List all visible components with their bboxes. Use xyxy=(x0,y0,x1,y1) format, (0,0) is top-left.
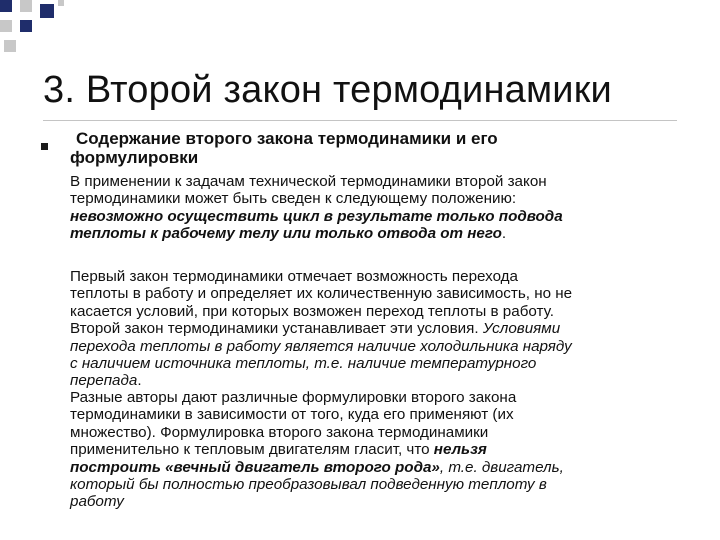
italic-line: который бы полностью преобразовывал подведенную теплоту в xyxy=(70,476,547,494)
italic-line: с наличием источника теплоты, т.е. наличие температурного xyxy=(70,355,537,373)
text-line xyxy=(70,320,670,337)
text-fragment: . xyxy=(137,372,142,390)
bullet-icon xyxy=(41,143,48,150)
text-line: множество). Формулировка второго закона термодинамики xyxy=(70,423,489,441)
emphasis-line: невозможно осуществить цикл в результате только подвода xyxy=(70,207,563,225)
paragraph-1 xyxy=(70,173,670,243)
italic-text: перепада xyxy=(70,372,138,390)
heading-line: Содержание второго закона термодинамики и его xyxy=(76,129,498,148)
text-fragment: . xyxy=(501,225,507,243)
slide-title: 3. Второй закон термодинамики xyxy=(43,69,612,111)
text-line: В применении к задачам технической термодинамики второй закон xyxy=(70,173,547,190)
italic-line: работу xyxy=(70,493,124,511)
emphasis-text: нельзя xyxy=(433,441,487,459)
title-divider xyxy=(43,120,677,121)
text-line xyxy=(70,441,670,458)
text-line: термодинамики в зависимости от того, куда его применяют (их xyxy=(70,406,514,424)
text-fragment: Второй закон термодинамики устанавливает эти условия. xyxy=(70,320,483,338)
text-line xyxy=(70,459,670,476)
italic-text: Условиями xyxy=(482,320,561,338)
text-line: Первый закон термодинамики отмечает возможность перехода xyxy=(70,268,518,285)
emphasis-text: построить «вечный двигатель второго рода» xyxy=(70,458,440,476)
text-line: касается условий, при которых возможен переход теплоты в работу. xyxy=(70,302,554,320)
paragraph-3 xyxy=(70,389,670,511)
text-fragment: применительно к тепловым двигателям гласит, что xyxy=(70,441,434,459)
text-line xyxy=(70,225,670,242)
italic-line: перехода теплоты в работу является наличие холодильника наряду xyxy=(70,337,572,355)
section-heading xyxy=(70,129,630,167)
italic-text: , т.е. двигатель, xyxy=(439,458,564,476)
emphasis-text: теплоты к рабочему телу или только отвода от него xyxy=(70,225,502,243)
text-line xyxy=(70,372,670,389)
text-line: термодинамики может быть сведен к следующему положению: xyxy=(70,190,517,208)
heading-line: формулировки xyxy=(70,148,199,167)
paragraph-2 xyxy=(70,268,670,390)
text-line: Разные авторы дают различные формулировки второго закона xyxy=(70,389,517,406)
text-line: теплоты в работу и определяет их количественную зависимость, но не xyxy=(70,285,573,303)
